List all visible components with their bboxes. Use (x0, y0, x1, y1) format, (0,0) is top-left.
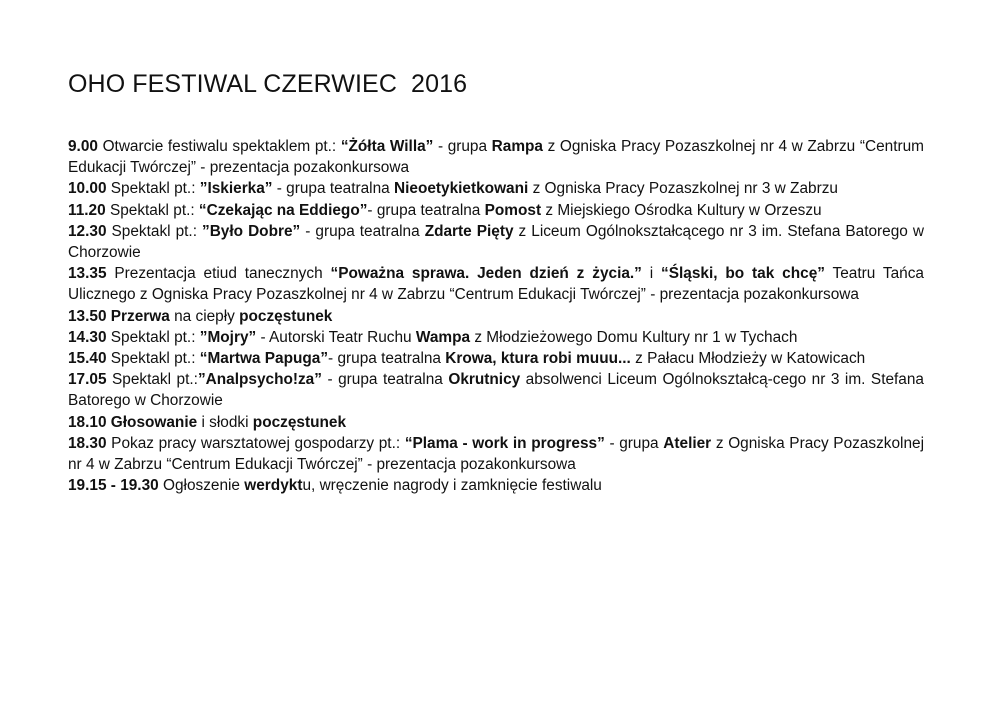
program-list (68, 136, 924, 496)
entry-bold-text: “Plama - work in progress” (404, 434, 605, 452)
entry-time: 10.00 (68, 180, 107, 198)
entry-text: i słodki (197, 413, 253, 431)
entry-text: u, wręczenie nagrody i zamknięcie festiwalu (302, 477, 602, 495)
entry-text: - grupa teatralna (328, 350, 446, 368)
entry-text: - grupa teatralna (272, 180, 394, 198)
entry-bold-text: “Żółta Willa” (340, 138, 434, 155)
entry-time: 12.30 (68, 222, 107, 240)
program-entry (68, 221, 924, 263)
program-entry (68, 433, 924, 475)
entry-text: Teatru Tańca Ulicznego z Ogniska Pracy Pozaszkolnej nr 4 w Zabrzu “Centrum Edukacji Twórczej” - prezentacja pozakonkursowa (68, 265, 924, 304)
entry-bold-text: “Czekając na Eddiego” (198, 201, 368, 219)
entry-text: Prezentacja etiud tanecznych (106, 265, 331, 283)
entry-bold-text: ”Mojry” (199, 328, 257, 346)
page-title: OHO FESTIWAL CZERWIEC 2016 (68, 70, 468, 98)
entry-text: - grupa (604, 434, 664, 452)
entry-bold-text: “Poważna sprawa. Jeden dzień z życia.” (330, 265, 642, 283)
entry-text: Spektakl pt.: (106, 350, 200, 368)
entry-text: - Autorski Teatr Ruchu (256, 328, 416, 346)
entry-bold-text: Rampa (491, 138, 543, 155)
entry-bold-text: poczęstunek (239, 307, 333, 325)
entry-bold-text: werdykt (244, 477, 303, 495)
entry-time: 13.35 (68, 265, 107, 283)
entry-text: z Młodzieżowego Domu Kultury nr 1 w Tychach (470, 328, 798, 346)
entry-time: 13.50 (68, 307, 107, 325)
entry-text: Ogłoszenie (158, 477, 245, 495)
entry-time: 19.15 - 19.30 (68, 477, 159, 495)
entry-bold-text: Krowa, ktura robi muuu... (445, 350, 631, 368)
entry-text: z Ogniska Pracy Pozaszkolnej nr 3 w Zabrzu (528, 180, 838, 198)
program-entry (68, 369, 924, 411)
entry-bold-text: Głosowanie (110, 413, 198, 431)
entry-text: Spektakl pt.: (106, 328, 200, 346)
entry-text: Pokaz pracy warsztatowej gospodarzy pt.: (106, 434, 405, 452)
entry-text: z Liceum Ogólnokształcącego nr 3 im. Stefana Batorego w Chorzowie (68, 222, 924, 262)
entry-bold-text: ”Iskierka” (199, 180, 273, 198)
entry-text: - grupa teatralna (321, 371, 449, 389)
entry-bold-text: Wampa (415, 328, 471, 346)
entry-time: 18.30 (68, 434, 107, 452)
entry-bold-text: Zdarte Pięty (424, 222, 514, 240)
entry-time: 15.40 (68, 350, 107, 368)
program-entry (68, 200, 924, 221)
entry-time: 17.05 (68, 371, 107, 389)
entry-time: 11.20 (68, 201, 106, 219)
entry-text: absolwenci Liceum Ogólnokształcą-cego nr 3 im. Stefana Batorego w Chorzowie (68, 371, 924, 410)
program-entry (68, 412, 924, 433)
entry-bold-text: Pomost (484, 201, 542, 219)
entry-bold-text: “Martwa Papuga” (199, 350, 329, 368)
program-entry (68, 475, 924, 496)
entry-text: Spektakl pt.: (106, 371, 198, 389)
program-entry (68, 263, 924, 305)
entry-text: z Ogniska Pracy Pozaszkolnej nr 4 w Zabrzu “Centrum Edukacji Twórczej” - prezentacja pozakonkursowa (68, 434, 924, 474)
entry-bold-text: ”Było Dobre” (202, 222, 301, 240)
program-entry (68, 136, 924, 178)
entry-text: na ciepły (169, 307, 240, 325)
entry-text: Spektakl pt.: (106, 180, 200, 198)
entry-bold-text: “Śląski, bo tak chcę” (661, 265, 825, 283)
entry-text: i (641, 265, 662, 283)
entry-bold-text: Atelier (663, 434, 712, 452)
entry-bold-text: Przerwa (110, 307, 170, 325)
program-entry (68, 327, 924, 348)
program-entry (68, 178, 924, 199)
entry-time: 14.30 (68, 328, 107, 346)
entry-text: Spektakl pt.: (106, 222, 202, 240)
entry-bold-text: poczęstunek (252, 413, 347, 431)
entry-text: - grupa teatralna (300, 222, 425, 240)
entry-time: 9.00 (68, 138, 98, 155)
entry-text: z Pałacu Młodzieży w Katowicach (630, 350, 866, 368)
program-entry (68, 348, 924, 369)
entry-text: - grupa teatralna (367, 201, 485, 219)
entry-bold-text: Nieoetykietkowani (394, 180, 529, 198)
entry-text: Spektakl pt.: (105, 201, 199, 219)
entry-text: z Ogniska Pracy Pozaszkolnej nr 4 w Zabrzu “Centrum Edukacji Twórczej” - prezentacja pozakonkursowa (68, 138, 924, 177)
entry-text: - grupa (433, 138, 492, 155)
entry-time: 18.10 (68, 413, 107, 431)
entry-bold-text: ”Analpsycho!za” (197, 371, 322, 389)
program-entry (68, 306, 924, 327)
entry-text: Otwarcie festiwalu spektaklem pt.: (97, 138, 341, 155)
entry-bold-text: Okrutnicy (448, 371, 521, 389)
entry-text: z Miejskiego Ośrodka Kultury w Orzeszu (541, 201, 822, 219)
